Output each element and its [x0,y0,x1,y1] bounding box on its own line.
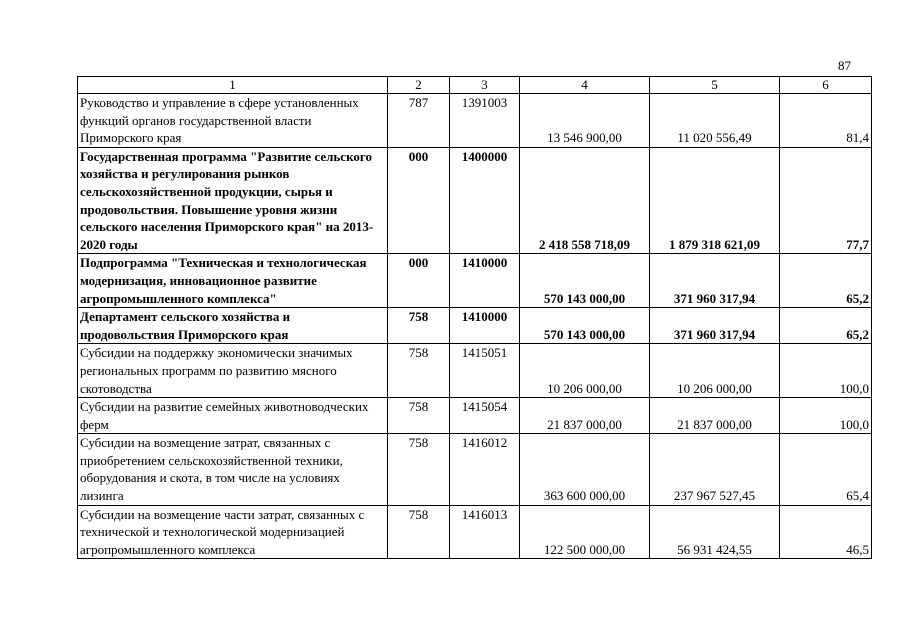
header-cell: 4 [520,77,650,94]
row-code-3: 1400000 [450,147,520,254]
row-code-2: 758 [388,398,450,434]
row-amount-actual: 371 960 317,94 [650,254,780,308]
row-amount-actual: 10 206 000,00 [650,344,780,398]
row-amount-plan: 122 500 000,00 [520,505,650,559]
header-cell: 3 [450,77,520,94]
row-code-2: 758 [388,344,450,398]
table-row [78,344,872,398]
row-name: Субсидии на поддержку экономически значимых региональных программ по развитию мясного скотоводства [78,344,388,398]
row-percent: 81,4 [780,94,872,148]
row-amount-actual: 11 020 556,49 [650,94,780,148]
row-amount-actual: 56 931 424,55 [650,505,780,559]
header-cell: 6 [780,77,872,94]
row-code-3: 1410000 [450,308,520,344]
row-amount-plan: 570 143 000,00 [520,308,650,344]
row-amount-actual: 21 837 000,00 [650,398,780,434]
table-row [78,254,872,308]
row-amount-plan: 13 546 900,00 [520,94,650,148]
row-code-3: 1416013 [450,505,520,559]
row-amount-plan: 570 143 000,00 [520,254,650,308]
row-amount-plan: 10 206 000,00 [520,344,650,398]
table-row [78,398,872,434]
row-name: Субсидии на возмещение части затрат, связанных с технической и технологической модернизацией агропромышленного комплекса [78,505,388,559]
row-percent: 46,5 [780,505,872,559]
header-cell: 1 [78,77,388,94]
header-row [78,77,872,94]
row-code-2: 787 [388,94,450,148]
row-name: Руководство и управление в сфере установленных функций органов государственной власти Приморского края [78,94,388,148]
table-row [78,147,872,254]
table-row [78,434,872,505]
row-code-2: 758 [388,308,450,344]
row-amount-actual: 371 960 317,94 [650,308,780,344]
row-code-2: 000 [388,147,450,254]
row-code-3: 1415054 [450,398,520,434]
row-name: Субсидии на возмещение затрат, связанных с приобретением сельскохозяйственной техники, оборудования и скота, в том числе на условиях лизинга [78,434,388,505]
table-row [78,94,872,148]
row-amount-actual: 1 879 318 621,09 [650,147,780,254]
row-code-2: 758 [388,505,450,559]
row-code-3: 1415051 [450,344,520,398]
header-cell: 5 [650,77,780,94]
row-amount-plan: 363 600 000,00 [520,434,650,505]
row-name: Департамент сельского хозяйства и продовольствия Приморского края [78,308,388,344]
row-code-2: 000 [388,254,450,308]
row-name: Субсидии на развитие семейных животноводческих ферм [78,398,388,434]
row-amount-actual: 237 967 527,45 [650,434,780,505]
row-amount-plan: 2 418 558 718,09 [520,147,650,254]
budget-table [77,76,872,559]
row-percent: 65,2 [780,254,872,308]
row-name: Подпрограмма "Техническая и технологическая модернизация, инновационное развитие агропромышленного комплекса" [78,254,388,308]
page-number: 87 [838,58,851,73]
row-percent: 65,2 [780,308,872,344]
row-percent: 77,7 [780,147,872,254]
row-code-3: 1391003 [450,94,520,148]
header-cell: 2 [388,77,450,94]
table-row [78,505,872,559]
row-amount-plan: 21 837 000,00 [520,398,650,434]
row-code-2: 758 [388,434,450,505]
row-code-3: 1416012 [450,434,520,505]
row-percent: 65,4 [780,434,872,505]
table-row [78,308,872,344]
row-percent: 100,0 [780,344,872,398]
row-name: Государственная программа "Развитие сельского хозяйства и регулирования рынков сельскохозяйственной продукции, сырья и продовольствия. Повышение уровня жизни сельского населения Приморского края" на 2013-2020 годы [78,147,388,254]
row-percent: 100,0 [780,398,872,434]
row-code-3: 1410000 [450,254,520,308]
